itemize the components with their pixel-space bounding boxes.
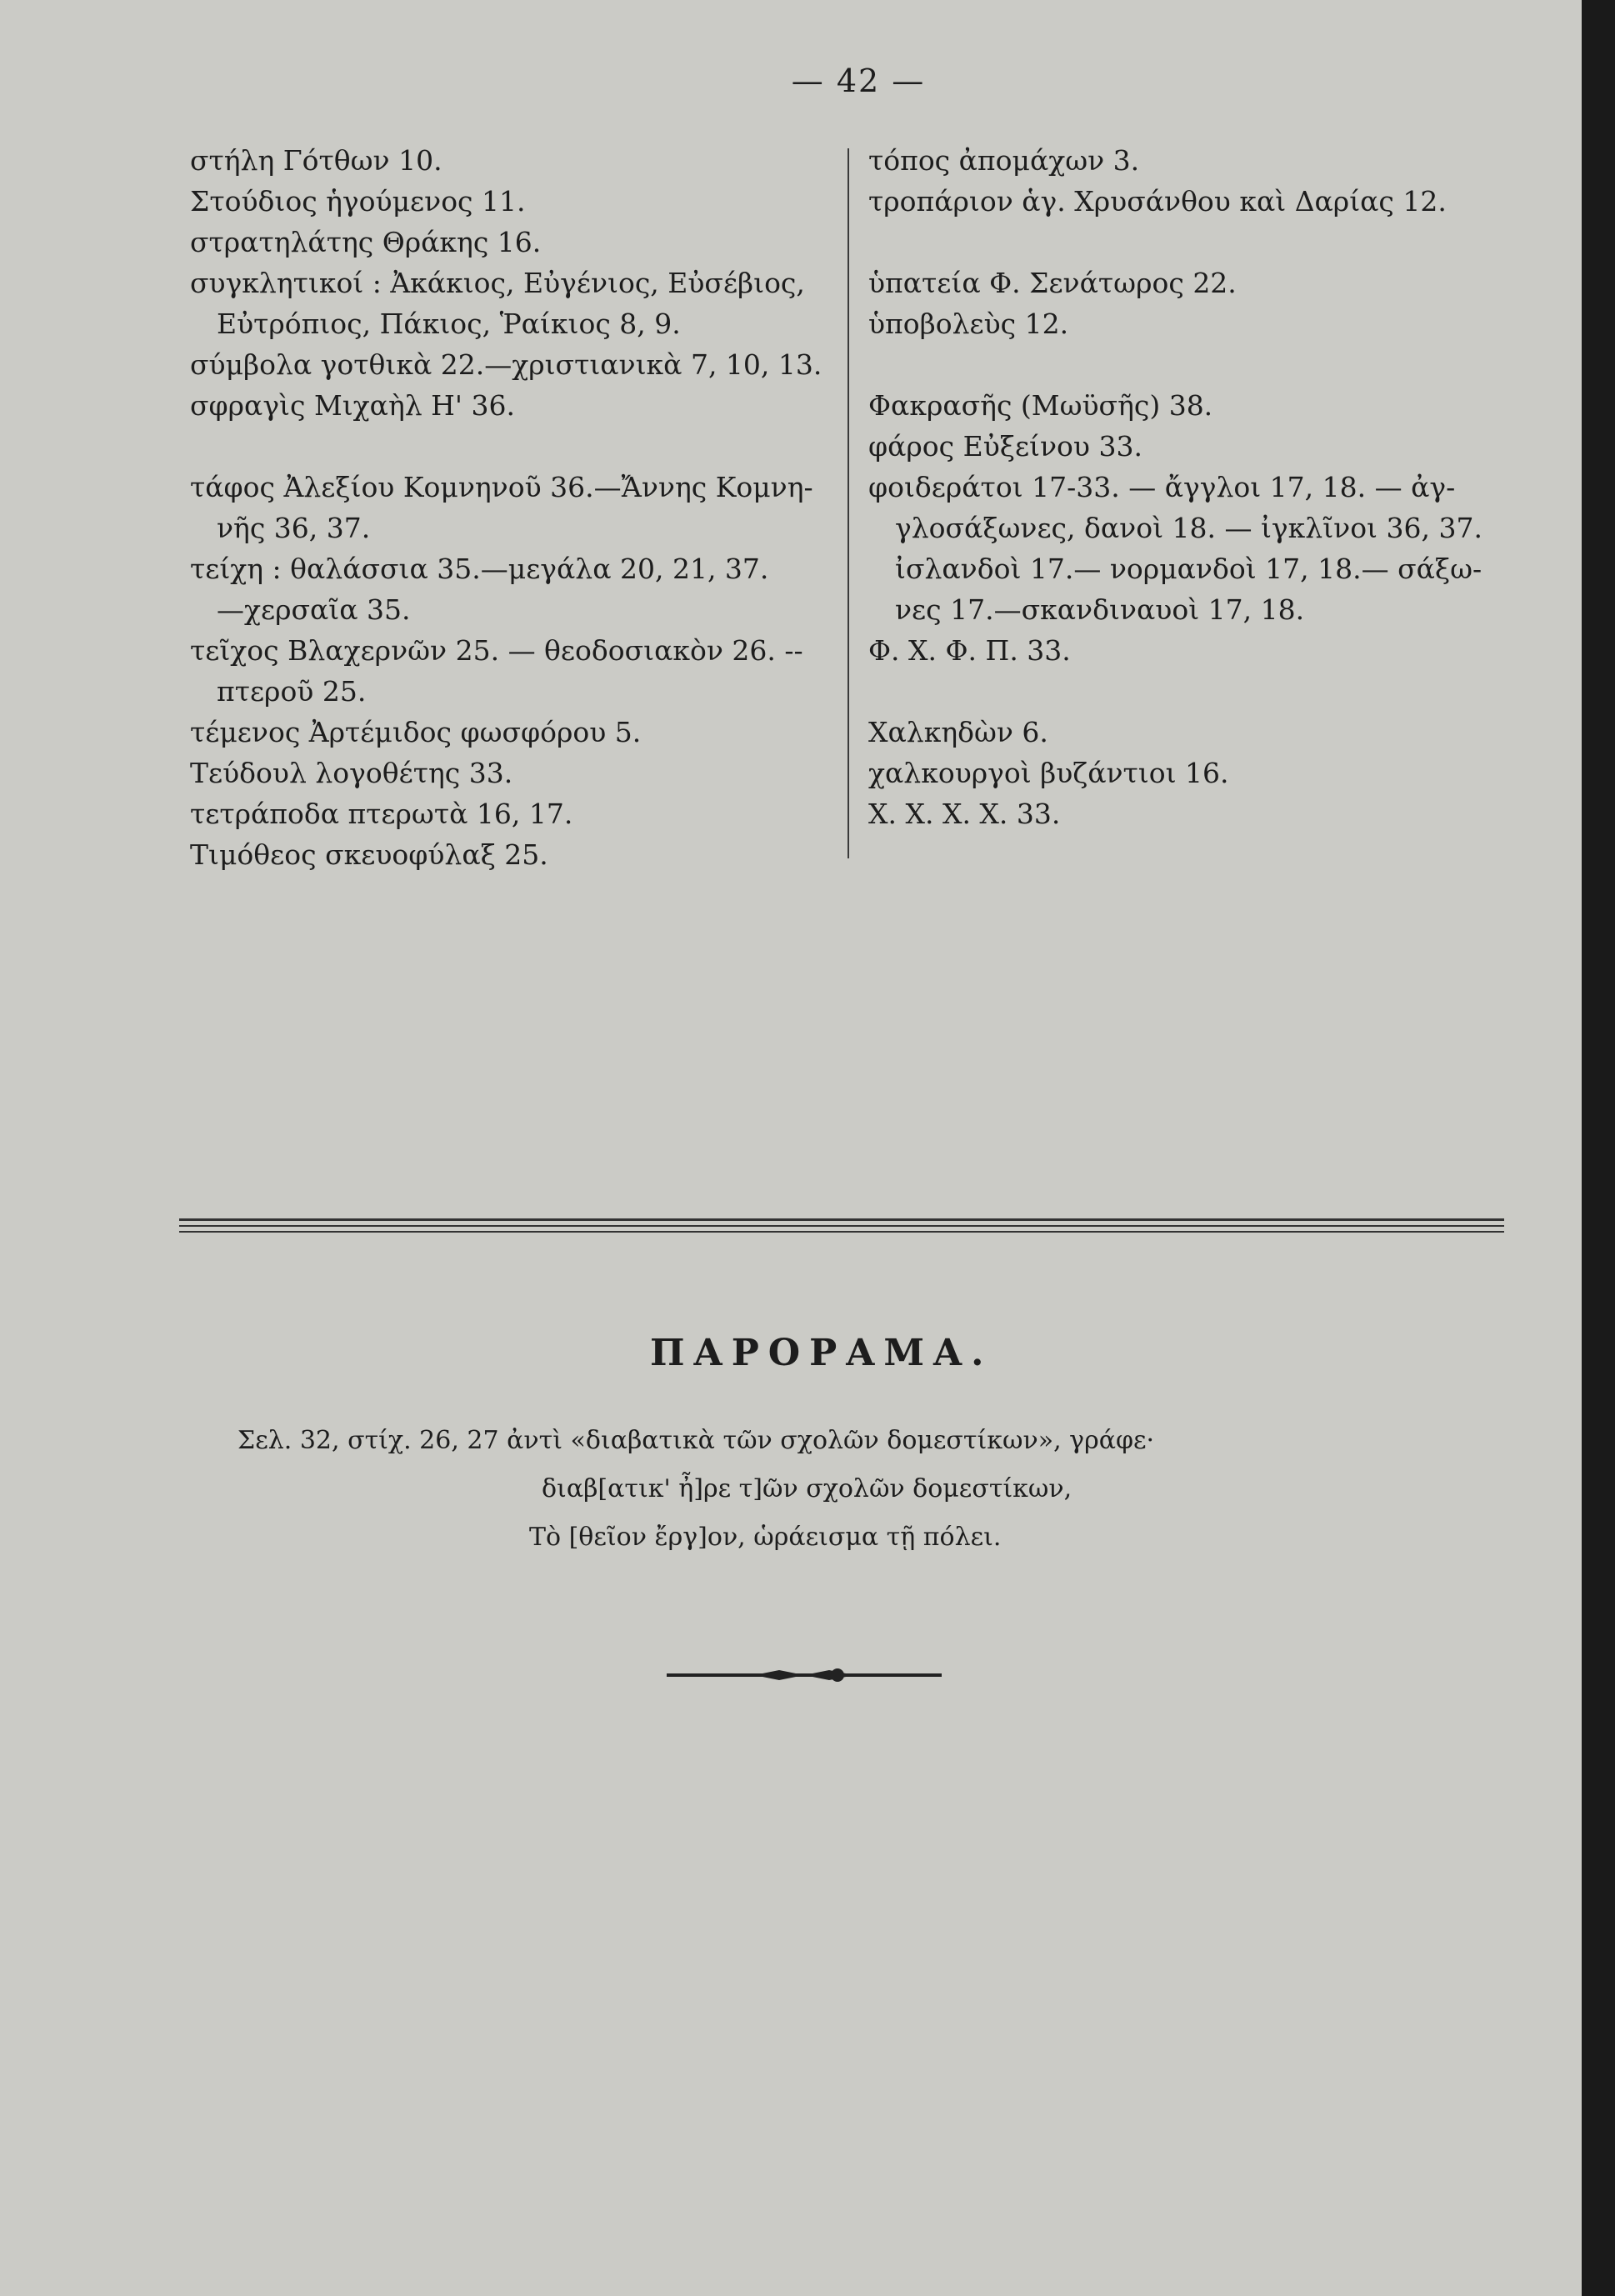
index-entry-line: φοιδεράτοι 17-33. — ἄγγλοι 17, 18. — ἀγ- xyxy=(868,471,1456,503)
index-entry-line: φάρος Εὐξείνου 33. xyxy=(868,430,1142,463)
index-entry-line: Στούδιος ἡγούμενος 11. xyxy=(190,185,526,218)
index-entry-line: τεῖχος Βλαχερνῶν 25. — θεοδοσιακὸν 26. -- xyxy=(190,634,803,667)
index-entry-line: νῆς 36, 37. xyxy=(217,512,371,544)
index-entry-line: τόπος ἀπομάχων 3. xyxy=(868,144,1140,177)
horizontal-rule xyxy=(179,1231,1504,1233)
group-gap xyxy=(190,426,832,467)
index-entry xyxy=(190,467,832,548)
index-entry-line: σφραγὶς Μιχαὴλ Η' 36. xyxy=(190,389,515,422)
index-entry-line: νες 17.—σκανδιναυοὶ 17, 18. xyxy=(895,593,1305,626)
index-entry-line: γλοσάξωνες, δανοὶ 18. — ἰγκλῖνοι 36, 37. xyxy=(895,512,1482,544)
index-entry-line: πτεροῦ 25. xyxy=(217,675,367,708)
index-entry xyxy=(190,630,832,712)
index-entry-line: Εὐτρόπιος, Πάκιος, Ῥαίκιος 8, 9. xyxy=(217,308,681,340)
horizontal-rule xyxy=(179,1218,1504,1221)
index-entry-line: Χαλκηδὼν 6. xyxy=(868,716,1048,748)
index-entry-line: τείχη : θαλάσσια 35.—μεγάλα 20, 21, 37. xyxy=(190,553,769,585)
index-entry xyxy=(190,753,832,793)
index-entry-line: ὑπατεία Φ. Σενάτωρος 22. xyxy=(868,267,1237,299)
index-entry xyxy=(190,793,832,834)
index-entry xyxy=(190,140,832,181)
index-entry xyxy=(868,426,1527,467)
horizontal-rule xyxy=(179,1225,1504,1227)
index-entry xyxy=(868,630,1527,671)
errata-line: Σελ. 32, στίχ. 26, 27 ἀντὶ «διαβατικὰ τῶν σχολῶν δομεστίκων», γράφε· xyxy=(238,1426,1155,1455)
index-entry xyxy=(868,753,1527,793)
index-entry xyxy=(868,181,1527,222)
index-entry xyxy=(190,385,832,426)
ornament-divider-icon xyxy=(667,1663,942,1688)
index-entry xyxy=(868,263,1527,303)
index-entry xyxy=(190,548,832,630)
index-column-left xyxy=(190,140,832,875)
column-divider xyxy=(848,148,849,858)
index-entry-line: τετράποδα πτερωτὰ 16, 17. xyxy=(190,798,573,830)
errata-title: ΠΑΡΟΡΑΜΑ. xyxy=(650,1332,993,1374)
index-entry xyxy=(868,467,1527,630)
index-entry-line: τάφος Ἀλεξίου Κομνηνοῦ 36.—Ἄννης Κομνη- xyxy=(190,471,813,503)
index-entry xyxy=(868,303,1527,344)
errata-text xyxy=(238,1417,1488,1562)
index-entry-line: χαλκουργοὶ βυζάντιοι 16. xyxy=(868,757,1229,789)
index-entry-line: Φ. Χ. Φ. Π. 33. xyxy=(868,634,1071,667)
group-gap xyxy=(868,344,1527,385)
group-gap xyxy=(868,671,1527,712)
group-gap xyxy=(868,222,1527,263)
index-entry-line: ὑποβολεὺς 12. xyxy=(868,308,1069,340)
index-entry-line: Φακρασῆς (Μωϋσῆς) 38. xyxy=(868,389,1213,422)
index-entry-line: Τεύδουλ λογοθέτης 33. xyxy=(190,757,513,789)
index-entry-line: σύμβολα γοτθικὰ 22.—χριστιανικὰ 7, 10, 13. xyxy=(190,348,822,381)
index-entry-line: Τιμόθεος σκευοφύλαξ 25. xyxy=(190,838,548,871)
page-edge-shadow xyxy=(1582,0,1615,2296)
index-entry-line: τροπάριον ἁγ. Χρυσάνθου καὶ Δαρίας 12. xyxy=(868,185,1447,218)
index-column-right xyxy=(868,140,1527,834)
index-entry xyxy=(868,385,1527,426)
index-entry-line: στρατηλάτης Θράκης 16. xyxy=(190,226,542,258)
index-entry xyxy=(868,712,1527,753)
index-entry-line: στήλη Γότθων 10. xyxy=(190,144,442,177)
errata-line: Τὸ [θεῖον ἔργ]ον, ὡράεισμα τῇ πόλει. xyxy=(529,1523,1002,1552)
index-entry-line: τέμενος Ἀρτέμιδος φωσφόρου 5. xyxy=(190,716,642,748)
index-entry-line: Χ. Χ. Χ. Χ. 33. xyxy=(868,798,1061,830)
index-entry xyxy=(868,140,1527,181)
index-entry xyxy=(190,712,832,753)
index-entry xyxy=(868,793,1527,834)
index-entry-line: ἰσλανδοὶ 17.— νορμανδοὶ 17, 18.— σάξω- xyxy=(895,553,1482,585)
errata-line: διαβ[ατικ' ἦ]ρε τ]ῶν σχολῶν δομεστίκων, xyxy=(542,1474,1072,1503)
index-entry xyxy=(190,263,832,344)
index-entry xyxy=(190,834,832,875)
index-entry xyxy=(190,181,832,222)
index-entry-line: συγκλητικοί : Ἀκάκιος, Εὐγένιος, Εὐσέβιος, xyxy=(190,267,805,299)
index-entry xyxy=(190,222,832,263)
index-entry-line: —χερσαῖα 35. xyxy=(217,593,411,626)
index-entry xyxy=(190,344,832,385)
page-number: — 42 — xyxy=(791,63,926,99)
